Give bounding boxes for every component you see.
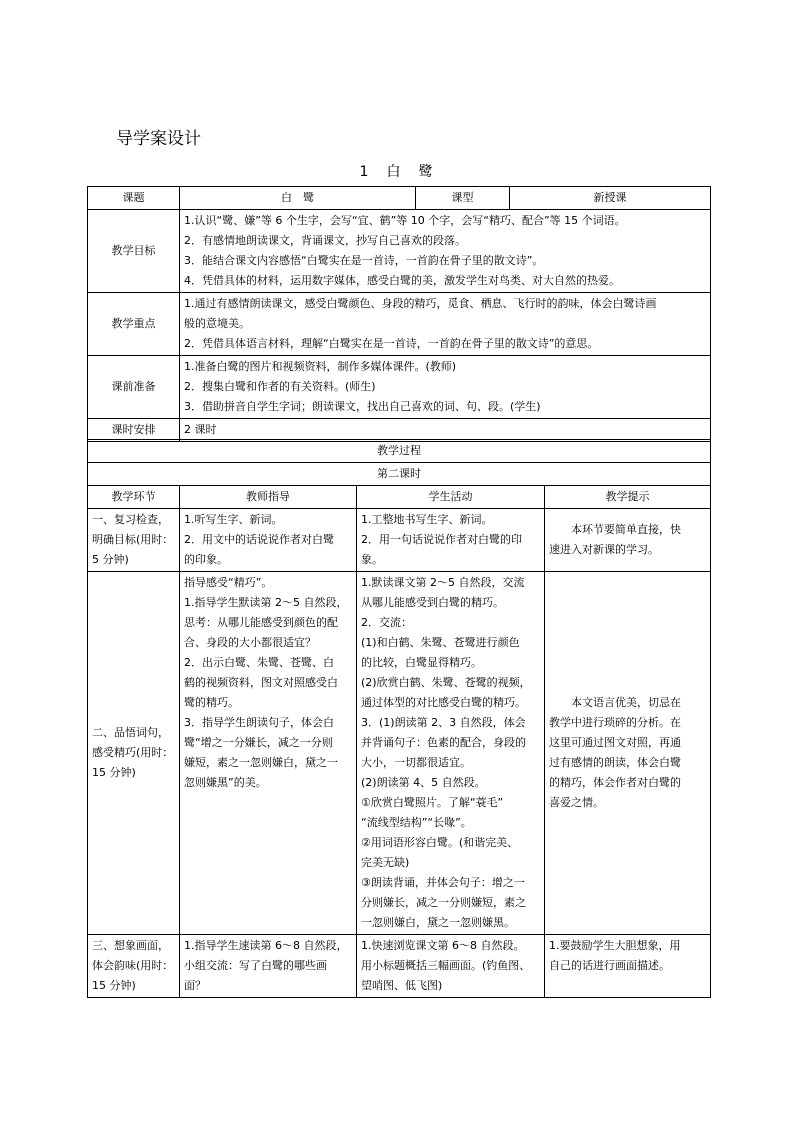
teacher-line: 1.指导学生默读第 2～5 自然段， — [184, 596, 348, 609]
student-line: 的比较，白鹭显得精巧。 — [361, 656, 482, 669]
time-value: 2 课时 — [180, 419, 711, 442]
stage-line: 15 分钟) — [92, 766, 136, 779]
tip-line: 速进入对新课的学习。 — [549, 543, 659, 556]
focus-line: 1.通过有感情朗读课文，感受白鹭颜色、身段的精巧，觅食、栖息、飞行时的韵味，体会白鹭诗画 — [184, 297, 657, 310]
goal-line: 4．凭借具体的材料，运用数字媒体，感受白鹭的美，激发学生对鸟类、对大自然的热爱。 — [184, 274, 620, 287]
student-line: 并背诵句子：色素的配合，身段的 — [361, 736, 526, 749]
teacher-line: 3．指导学生朗读句子，体会白 — [184, 716, 334, 729]
student-line: 1.工整地书写生字、新词。 — [361, 513, 493, 526]
process-row-reading — [88, 572, 711, 935]
stage-line: 5 分钟) — [92, 553, 129, 566]
goal-line: 1.认识“鹭、嫌”等 6 个生字，会写“宜、鹤”等 10 个字，会写“精巧、配合”等 15 个词语。 — [184, 214, 626, 227]
tip-line: 本文语言优美，切忌在 — [571, 696, 681, 709]
teacher-line: 思考：从哪儿能感受到颜色的配 — [184, 616, 338, 629]
teacher-line: 鹭“增之一分嫌长，减之一分则 — [184, 736, 333, 749]
header-stage: 教学环节 — [88, 486, 180, 509]
stage-line: 15 分钟) — [92, 979, 136, 992]
stage-line: 三、想象画面， — [92, 939, 169, 952]
topic-label: 课题 — [88, 187, 180, 210]
teacher-line: 指导感受“精巧”。 — [184, 576, 273, 589]
teacher-cell — [180, 935, 357, 998]
goal-line: 2．有感情地朗读课文，背诵课文，抄写自己喜欢的段落。 — [184, 234, 466, 247]
stage-line: 一、复习检查， — [92, 513, 169, 526]
tip-cell — [545, 572, 711, 935]
student-line: 望哨图、低飞图) — [361, 979, 443, 992]
teacher-line: 小组交流：写了白鹭的哪些画 — [184, 959, 327, 972]
focus-line: 般的意境美。 — [184, 317, 250, 330]
tip-line: 的精巧，体会作者对白鹭的 — [549, 776, 681, 789]
teacher-line: 面？ — [184, 979, 206, 992]
header-tip: 教学提示 — [545, 486, 711, 509]
teacher-line: 1.指导学生速读第 6～8 自然段， — [184, 939, 348, 952]
student-line: 2．用一句话说说作者对白鹭的印 — [361, 533, 522, 546]
teacher-line: 忽则嫌黑”的美。 — [184, 776, 267, 789]
lesson-title: 1 白 鹭 — [359, 164, 435, 180]
student-line: (2)朗读第 4、5 自然段。 — [361, 776, 486, 789]
goals-label: 教学目标 — [88, 210, 180, 293]
stage-line: 明确目标(用时： — [92, 533, 174, 546]
goals-content — [180, 210, 711, 293]
stage-cell — [88, 935, 180, 998]
period-title: 第二课时 — [88, 463, 711, 486]
lesson-type-label: 课型 — [416, 187, 510, 210]
process-row-review — [88, 509, 711, 572]
teacher-line: 的印象。 — [184, 553, 228, 566]
lesson-type-value: 新授课 — [510, 187, 711, 210]
student-line: 大小，一切都很适宜。 — [361, 756, 471, 769]
tip-line: 自己的话进行画面描述。 — [549, 959, 670, 972]
teacher-line: 鹭的精巧。 — [184, 696, 239, 709]
process-title: 教学过程 — [88, 440, 711, 463]
student-line: “流线型结构”“长喙”。 — [361, 816, 472, 829]
tip-line: 1.要鼓励学生大胆想象，用 — [549, 939, 681, 952]
student-line: 象。 — [361, 553, 383, 566]
teacher-cell — [180, 509, 357, 572]
tip-line: 喜爱之情。 — [549, 796, 604, 809]
process-header-row — [88, 486, 711, 509]
prep-line: 2．搜集白鹭和作者的有关资料。(师生) — [184, 380, 376, 393]
prep-line: 3．借助拼音自学生字词；朗读课文，找出自己喜欢的词、句、段。(学生) — [184, 400, 541, 413]
teacher-line: 1.听写生字、新词。 — [184, 513, 283, 526]
teaching-process-table — [87, 439, 711, 998]
student-line: 用小标题概括三幅画面。(钓鱼图、 — [361, 959, 531, 972]
student-cell — [357, 935, 545, 998]
student-line: 通过体型的对比感受白鹭的精巧。 — [361, 696, 526, 709]
focus-label: 教学重点 — [88, 293, 180, 356]
student-line: 从哪儿能感受到白鹭的精巧。 — [361, 596, 504, 609]
student-line: 完美无缺) — [361, 856, 410, 869]
teacher-line: 2．用文中的话说说作者对白鹭 — [184, 533, 334, 546]
stage-cell — [88, 572, 180, 935]
focus-row — [88, 293, 711, 356]
period-row — [88, 463, 711, 486]
document-title: 导学案设计 — [116, 129, 201, 149]
student-line: 一忽则嫌白，黛之一忽则嫌黑。 — [361, 916, 515, 929]
student-line: (2)欣赏白鹤、朱鹭、苍鹭的视频， — [361, 676, 531, 689]
teacher-cell — [180, 572, 357, 935]
teacher-line: 2．出示白鹭、朱鹭、苍鹭、白 — [184, 656, 334, 669]
stage-line: 感受精巧(用时： — [92, 746, 174, 759]
student-line: 2．交流： — [361, 616, 412, 629]
student-line: ③朗读背诵，并体会句子：增之一 — [361, 876, 525, 889]
student-line: (1)和白鹤、朱鹭、苍鹭进行颜色 — [361, 636, 520, 649]
process-title-row — [88, 440, 711, 463]
tip-line: 这里可通过图文对照，再通 — [549, 736, 681, 749]
goals-row — [88, 210, 711, 293]
student-cell — [357, 509, 545, 572]
stage-line: 体会韵味(用时： — [92, 959, 174, 972]
header-student: 学生活动 — [357, 486, 545, 509]
stage-line: 二、品悟词句， — [92, 726, 169, 739]
teacher-line: 鹤的视频资料，图文对照感受白 — [184, 676, 338, 689]
prep-content — [180, 356, 711, 419]
tip-cell — [545, 509, 711, 572]
header-teacher: 教师指导 — [180, 486, 357, 509]
student-line: 1.默读课文第 2～5 自然段，交流 — [361, 576, 525, 589]
tip-line: 教学中进行琐碎的分析。在 — [549, 716, 681, 729]
topic-value: 白 鹭 — [180, 187, 416, 210]
tip-cell — [545, 935, 711, 998]
student-cell — [357, 572, 545, 935]
goal-line: 3．能结合课文内容感悟“白鹭实在是一首诗，一首韵在骨子里的散文诗”。 — [184, 254, 544, 267]
lesson-info-table — [87, 186, 711, 442]
time-label: 课时安排 — [88, 419, 180, 442]
prep-label: 课前准备 — [88, 356, 180, 419]
tip-line: 过有感情的朗读，体会白鹭 — [549, 756, 681, 769]
stage-cell — [88, 509, 180, 572]
focus-content — [180, 293, 711, 356]
student-line: 分则嫌长，减之一分则嫌短，素之 — [361, 896, 526, 909]
student-line: 3．(1)朗读第 2、3 自然段，体会 — [361, 716, 526, 729]
student-line: ①欣赏白鹭照片。了解“蓑毛” — [361, 796, 504, 809]
student-line: 1.快速浏览课文第 6～8 自然段。 — [361, 939, 525, 952]
tip-line: 本环节要简单直接，快 — [571, 523, 681, 536]
teacher-line: 合、身段的大小都很适宜？ — [184, 636, 316, 649]
student-line: ②用词语形容白鹭。(和谐完美、 — [361, 836, 519, 849]
topic-row — [88, 187, 711, 210]
process-row-imagine — [88, 935, 711, 998]
prep-row — [88, 356, 711, 419]
teacher-line: 嫌短，素之一忽则嫌白，黛之一 — [184, 756, 338, 769]
prep-line: 1.准备白鹭的图片和视频资料，制作多媒体课件。(教师) — [184, 360, 457, 373]
focus-line: 2．凭借具体语言材料，理解“白鹭实在是一首诗，一首韵在骨子里的散文诗”的意思。 — [184, 337, 599, 350]
